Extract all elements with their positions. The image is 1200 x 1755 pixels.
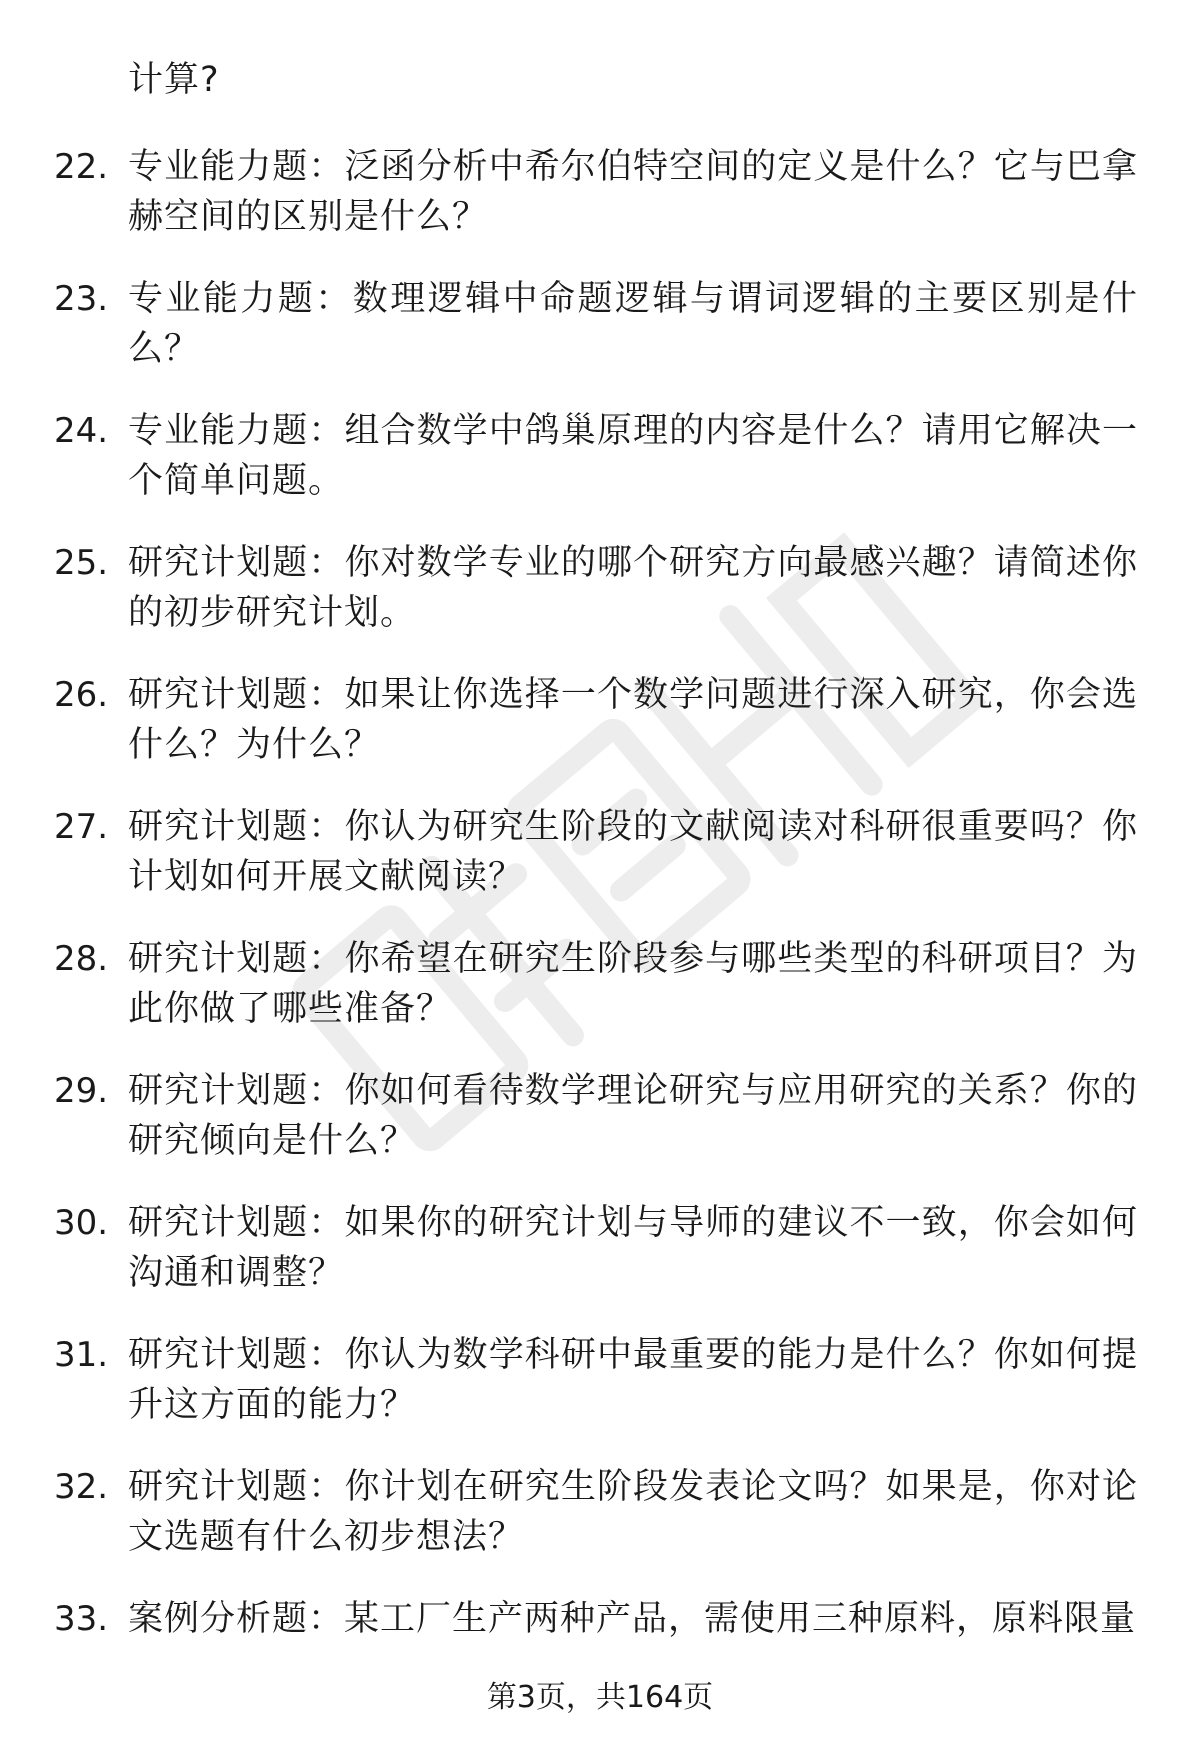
question-text: 专业能力题：泛函分析中希尔伯特空间的定义是什么？它与巴拿赫空间的区别是什么？ (128, 147, 1138, 237)
list-item (0, 1330, 1200, 1462)
question-number: 26. (54, 675, 109, 715)
list-item (0, 538, 1200, 670)
list-item (0, 406, 1200, 538)
list-item (0, 142, 1200, 274)
question-text: 研究计划题：你认为数学科研中最重要的能力是什么？你如何提升这方面的能力？ (128, 1335, 1138, 1425)
list-item (0, 934, 1200, 1066)
list-item (0, 274, 1200, 406)
list-item (0, 670, 1200, 802)
question-text: 研究计划题：如果让你选择一个数学问题进行深入研究，你会选什么？为什么？ (128, 675, 1138, 765)
question-text: 专业能力题：组合数学中鸽巢原理的内容是什么？请用它解决一个简单问题。 (128, 411, 1138, 501)
continuation-text: 计算? (128, 60, 220, 100)
question-number: 32. (54, 1467, 109, 1507)
question-text: 研究计划题：你如何看待数学理论研究与应用研究的关系？你的研究倾向是什么？ (128, 1071, 1138, 1161)
question-number: 29. (54, 1071, 109, 1111)
question-list (0, 142, 1200, 1726)
question-text: 专业能力题：数理逻辑中命题逻辑与谓词逻辑的主要区别是什么？ (128, 279, 1138, 369)
question-text: 案例分析题：某工厂生产两种产品，需使用三种原料，原料限量 (128, 1599, 1137, 1639)
question-number: 30. (54, 1203, 109, 1243)
page-footer: 第3页，共164页 (486, 1680, 714, 1715)
question-number: 24. (54, 411, 109, 451)
list-item (0, 1198, 1200, 1330)
question-text: 研究计划题：你对数学专业的哪个研究方向最感兴趣？请简述你的初步研究计划。 (128, 543, 1138, 633)
question-text: 研究计划题：如果你的研究计划与导师的建议不一致，你会如何沟通和调整？ (128, 1203, 1138, 1293)
list-item (0, 802, 1200, 934)
question-text: 研究计划题：你希望在研究生阶段参与哪些类型的科研项目？为此你做了哪些准备？ (128, 939, 1138, 1029)
question-number: 23. (54, 279, 109, 319)
question-number: 31. (54, 1335, 109, 1375)
question-number: 27. (54, 807, 109, 847)
question-text: 研究计划题：你计划在研究生阶段发表论文吗？如果是，你对论文选题有什么初步想法？ (128, 1467, 1138, 1557)
question-number: 33. (54, 1599, 109, 1639)
list-item (0, 1066, 1200, 1198)
list-item (0, 1462, 1200, 1594)
question-number: 25. (54, 543, 109, 583)
question-number: 28. (54, 939, 109, 979)
question-number: 22. (54, 147, 109, 187)
question-text: 研究计划题：你认为研究生阶段的文献阅读对科研很重要吗？你计划如何开展文献阅读？ (128, 807, 1138, 897)
